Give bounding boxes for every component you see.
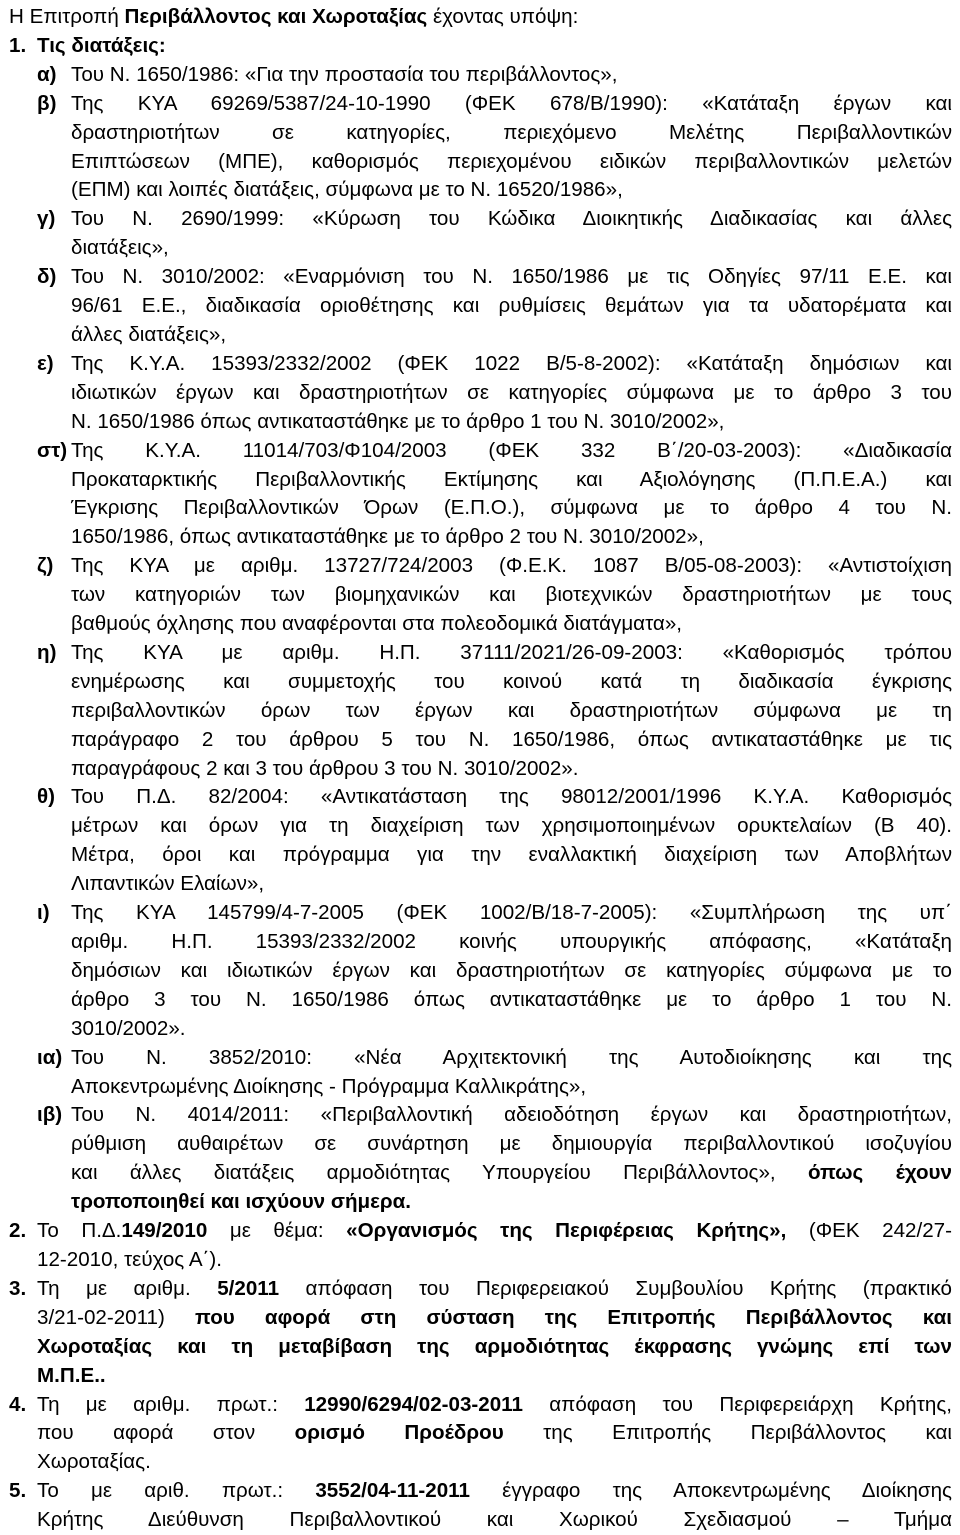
provision-line-text: παραγράφους 2 και 3 του άρθρου 3 του Ν. 3010/2002». — [71, 756, 579, 780]
provision-item — [9, 350, 952, 437]
provision-line — [71, 1044, 952, 1073]
document-page — [0, 3, 960, 1532]
section-5-number: 5. — [9, 1479, 27, 1503]
provision-bold-line: τροποποιηθεί και ισχύουν σήμερα. — [71, 1190, 412, 1214]
section-2-pre: Το Π.Δ. — [37, 1219, 122, 1243]
provision-line-text: μέτρων και όρων για τη διαχείριση των χρησιμοποιημένων ορυκτελαίων (Β 40). — [71, 814, 952, 838]
provision-line — [71, 697, 952, 726]
section-5-post: έγγραφο της Αποκεντρωμένης Διοίκησης — [469, 1479, 952, 1503]
provision-label: ια) — [37, 1045, 63, 1069]
section-3 — [9, 1275, 952, 1391]
provision-line — [71, 928, 952, 957]
provision-line — [71, 437, 952, 466]
provision-label: ιβ) — [37, 1103, 63, 1127]
provision-line-text: δραστηριοτήτων σε κατηγορίες, περιεχόμενο Μελέτης Περιβαλλοντικών — [71, 120, 952, 144]
provision-line — [71, 263, 952, 292]
provision-line — [71, 581, 952, 610]
provision-label: ζ) — [37, 554, 54, 578]
section-2-number: 2. — [9, 1219, 27, 1243]
provision-item — [9, 263, 952, 350]
provision-line-text: αριθμ. Η.Π. 15393/2332/2002 κοινής υπουργικής απόφασης, «Κατάταξη — [71, 930, 952, 953]
section-1-title: Τις διατάξεις: — [37, 33, 166, 57]
provision-line — [71, 176, 952, 205]
provision-item — [9, 899, 952, 1044]
section-3-decision-number: 5/2011 — [217, 1276, 280, 1300]
provision-line — [71, 321, 952, 350]
provision-line-text: περιβαλλοντικών όρων των έργων και δραστηριοτήτων σύμφωνα με τη — [71, 698, 952, 722]
provision-text — [71, 783, 952, 899]
provision-text — [71, 90, 952, 206]
provision-text — [71, 639, 952, 784]
provision-line-text: δημόσιων και ιδιωτικών έργων και δραστηριοτήτων σε κατηγορίες σύμφωνα με το — [71, 958, 952, 982]
intro-committee-name: Περιβάλλοντος και Χωροταξίας — [124, 5, 428, 28]
provision-line-text: Του Ν. 4014/2011: «Περιβαλλοντική αδειοδότηση έργων και δραστηριοτήτων, — [71, 1103, 952, 1127]
provision-line — [71, 610, 952, 639]
provision-line — [71, 408, 952, 437]
intro-line — [9, 3, 952, 32]
section-4-line-2-pre: που αφορά στον — [37, 1421, 295, 1445]
provision-bold-tail: όπως έχουν — [775, 1161, 952, 1185]
provision-line — [71, 812, 952, 841]
provision-line — [71, 350, 952, 379]
provision-line-text: Της ΚΥΑ με αριθμ. Η.Π. 37111/2021/26-09-2003: «Καθορισμός τρόπου — [71, 640, 952, 664]
provision-line — [71, 292, 952, 321]
provision-line — [71, 523, 952, 552]
provision-item — [9, 639, 952, 784]
section-2-post: (ΦΕΚ 242/27- — [786, 1219, 952, 1243]
provision-item — [9, 1101, 952, 1217]
provision-line-text: ενημέρωσης και συμμετοχής του κοινού κατά τη διαδικασία έγκρισης — [71, 669, 952, 693]
provision-item — [9, 1044, 952, 1102]
provision-label: θ) — [37, 785, 55, 809]
section-3-number: 3. — [9, 1276, 27, 1300]
section-5 — [9, 1477, 952, 1535]
provision-line — [71, 783, 952, 812]
provision-text — [71, 552, 952, 639]
provision-line-text: Μέτρα, όροι και πρόγραμμα για την εναλλακτική διαχείριση των Αποβλήτων — [71, 843, 952, 867]
provision-line — [71, 148, 952, 177]
provision-line-text: 96/61 Ε.Ε., διαδικασία οριοθέτησης και ρυθμίσεις θεμάτων για τα υδατορέματα και — [71, 294, 952, 318]
section-3-line-2 — [37, 1304, 952, 1333]
provision-item — [9, 783, 952, 899]
section-3-line-3: Χωροταξίας και τη μεταβίβαση της αρμοδιότητας έκφρασης γνώμης επί των — [37, 1334, 952, 1358]
provision-text — [71, 263, 952, 350]
section-3-line-1 — [37, 1275, 952, 1304]
section-4-pre: Τη με αριθμ. πρωτ.: — [37, 1392, 305, 1416]
provision-line-text: και άλλες διατάξεις αρμοδιότητας Υπουργείου Περιβάλλοντος», — [71, 1161, 776, 1185]
provision-line — [71, 841, 952, 870]
provision-line-text: Λιπαντικών Ελαίων», — [71, 872, 265, 896]
provision-line — [71, 90, 952, 119]
section-4-protocol-number: 12990/6294/02-03-2011 — [304, 1392, 523, 1416]
section-2-mid: με θέμα: — [207, 1219, 347, 1243]
provision-line — [71, 726, 952, 755]
section-3-line-2-pre: 3/21-02-2011) — [37, 1305, 195, 1329]
provision-line — [71, 1130, 952, 1159]
provision-line-text: ρύθμιση αυθαιρέτων σε συνάρτηση με δημιουργία περιβαλλοντικού ισοζυγίου — [71, 1132, 952, 1156]
provision-line — [71, 1101, 952, 1130]
provision-line — [71, 1159, 952, 1188]
provision-text — [71, 350, 952, 437]
provision-label: ε) — [37, 351, 54, 375]
provision-line — [71, 668, 952, 697]
provision-line — [71, 1015, 952, 1044]
provision-line — [71, 899, 952, 928]
section-4-line-1 — [37, 1391, 952, 1420]
provision-line-text: ιδιωτικών έργων και δραστηριοτήτων σε κατηγορίες σύμφωνα με το άρθρο 3 του — [71, 380, 952, 404]
provision-label: α) — [37, 62, 57, 86]
provision-line-text: 1650/1986, όπως αντικαταστάθηκε με το άρθρο 2 του Ν. 3010/2002», — [71, 525, 704, 549]
provision-line-text: Επιπτώσεων (ΜΠΕ), καθορισμός περιεχομένου ειδικών περιβαλλοντικών μελετών — [71, 149, 952, 173]
provision-line-text: Της Κ.Υ.Α. 11014/703/Φ104/2003 (ΦΕΚ 332 Β΄/20-03-2003): «Διαδικασία — [71, 438, 952, 462]
intro-post: έχοντας υπόψη: — [427, 5, 579, 28]
section-4-line-2-post: της Επιτροπής Περιβάλλοντος και — [503, 1421, 953, 1445]
section-1 — [9, 32, 952, 61]
provision-label: ι) — [37, 901, 50, 925]
intro-pre: Η Επιτροπή — [9, 5, 125, 28]
provision-line — [71, 957, 952, 986]
provision-text — [71, 1044, 952, 1102]
section-3-line-2-bold: που αφορά στη σύσταση της Επιτροπής Περιβάλλοντος και — [195, 1305, 952, 1329]
section-4-line-2 — [37, 1419, 952, 1448]
section-2 — [9, 1217, 952, 1275]
provision-line-text: Προκαταρκτικής Περιβαλλοντικής Εκτίμησης και Αξιολόγησης (Π.Π.Ε.Α.) και — [71, 467, 952, 491]
provision-line-text: παράγραφο 2 του άρθρου 5 του Ν. 1650/1986, όπως αντικαταστάθηκε με τις — [71, 727, 952, 751]
provision-text — [71, 899, 952, 1044]
provision-line-text: διατάξεις», — [71, 236, 169, 260]
provision-line — [71, 870, 952, 899]
section-2-line-1 — [37, 1217, 952, 1246]
section-4-line-2-bold: ορισμό Προέδρου — [294, 1421, 504, 1445]
provision-line — [71, 379, 952, 408]
section-5-protocol-number: 3552/04-11-2011 — [315, 1479, 470, 1503]
provision-line — [71, 639, 952, 668]
provision-line-text: Της Κ.Υ.Α. 15393/2332/2002 (ΦΕΚ 1022 Β/5-8-2002): «Κατάταξη δημόσιων και — [71, 351, 952, 375]
provision-line — [71, 552, 952, 581]
section-3-post: απόφαση του Περιφερειακού Συμβουλίου Κρήτης (πρακτικό — [279, 1276, 952, 1300]
provision-line — [71, 1073, 952, 1102]
provision-line-text: Του Ν. 1650/1986: «Για την προστασία του περιβάλλοντος», — [71, 62, 618, 86]
provision-line-text: άρθρο 3 του Ν. 1650/1986 όπως αντικαταστάθηκε με το άρθρο 1 του Ν. — [71, 987, 952, 1011]
provision-text — [71, 1101, 952, 1217]
provision-line-text: Έγκρισης Περιβαλλοντικών Όρων (Ε.Π.Ο.), σύμφωνα με το άρθρο 4 του Ν. — [71, 496, 952, 520]
provisions-list — [9, 61, 952, 1217]
section-4-line-3: Χωροταξίας. — [37, 1450, 151, 1474]
provision-line-text: Της ΚΥΑ με αριθμ. 13727/724/2003 (Φ.Ε.Κ. 1087 Β/05-08-2003): «Αντιστοίχιση — [71, 554, 952, 578]
provision-line-text: (ΕΠΜ) και λοιπές διατάξεις, σύμφωνα με το Ν. 16520/1986», — [71, 178, 623, 202]
section-5-line-1 — [37, 1477, 952, 1506]
provision-line — [71, 205, 952, 234]
provision-label: η) — [37, 640, 57, 664]
provision-line-text: Της ΚΥΑ 145799/4-7-2005 (ΦΕΚ 1002/Β/18-7-2005): «Συμπλήρωση της υπ΄ — [71, 901, 952, 925]
provision-line-text: Της ΚΥΑ 69269/5387/24-10-1990 (ΦΕΚ 678/Β/1990): «Κατάταξη έργων και — [71, 91, 952, 115]
section-4-number: 4. — [9, 1392, 27, 1416]
provision-item — [9, 61, 952, 90]
section-1-number: 1. — [9, 33, 27, 57]
provision-line-text: βαθμούς όχλησης που αναφέρονται στα πολεοδομικά διατάγματα», — [71, 612, 683, 636]
provision-item — [9, 90, 952, 206]
provision-item — [9, 205, 952, 263]
provision-line-text: Αποκεντρωμένης Διοίκησης - Πρόγραμμα Καλλικράτης», — [71, 1074, 587, 1098]
provision-item — [9, 437, 952, 553]
section-3-line-4: Μ.Π.Ε.. — [37, 1363, 106, 1387]
section-4 — [9, 1391, 952, 1478]
provision-line-text: Του Ν. 3010/2002: «Εναρμόνιση του Ν. 1650/1986 με τις Οδηγίες 97/11 Ε.Ε. και — [71, 265, 952, 289]
section-2-decree-number: 149/2010 — [121, 1219, 208, 1243]
provision-line-text: Του Π.Δ. 82/2004: «Αντικατάσταση της 98012/2001/1996 Κ.Υ.Α. Καθορισμός — [71, 785, 952, 809]
provision-text — [71, 61, 952, 90]
provision-label: γ) — [37, 207, 56, 231]
section-5-pre: Το με αριθ. πρωτ.: — [37, 1479, 316, 1503]
provision-text — [71, 437, 952, 553]
section-5-line-2: Κρήτης Διεύθυνση Περιβαλλοντικού και Χωρικού Σχεδιασμού – Τμήμα — [37, 1508, 952, 1532]
provision-item — [9, 552, 952, 639]
provision-line — [71, 119, 952, 148]
provision-line-text: Ν. 1650/1986 όπως αντικαταστάθηκε με το άρθρο 1 του Ν. 3010/2002», — [71, 409, 725, 433]
provision-line — [71, 986, 952, 1015]
provision-line-text: των κατηγοριών των βιομηχανικών και βιοτεχνικών δραστηριοτήτων με τους — [71, 583, 952, 607]
section-3-pre: Τη με αριθμ. — [37, 1276, 218, 1300]
provision-line-text: άλλες διατάξεις», — [71, 322, 227, 346]
provision-text — [71, 205, 952, 263]
provision-line — [71, 466, 952, 495]
section-2-line-2: 12-2010, τεύχος Α΄). — [37, 1247, 222, 1271]
provision-line — [71, 61, 952, 90]
provision-label: δ) — [37, 265, 57, 289]
provision-line-text: Του Ν. 3852/2010: «Νέα Αρχιτεκτονική της Αυτοδιοίκησης και της — [71, 1045, 952, 1069]
provision-line — [71, 755, 952, 784]
section-4-post: απόφαση του Περιφερειάρχη Κρήτης, — [522, 1392, 952, 1416]
provision-line-text: 3010/2002». — [71, 1016, 186, 1040]
section-2-decree-title: «Οργανισμός της Περιφέρειας Κρήτης», — [346, 1219, 787, 1243]
provision-label: β) — [37, 91, 57, 115]
provision-label: στ) — [37, 438, 68, 462]
provision-line — [71, 494, 952, 523]
provision-line — [71, 234, 952, 263]
provision-line-text: Του Ν. 2690/1999: «Κύρωση του Κώδικα Διοικητικής Διαδικασίας και άλλες — [71, 207, 952, 231]
